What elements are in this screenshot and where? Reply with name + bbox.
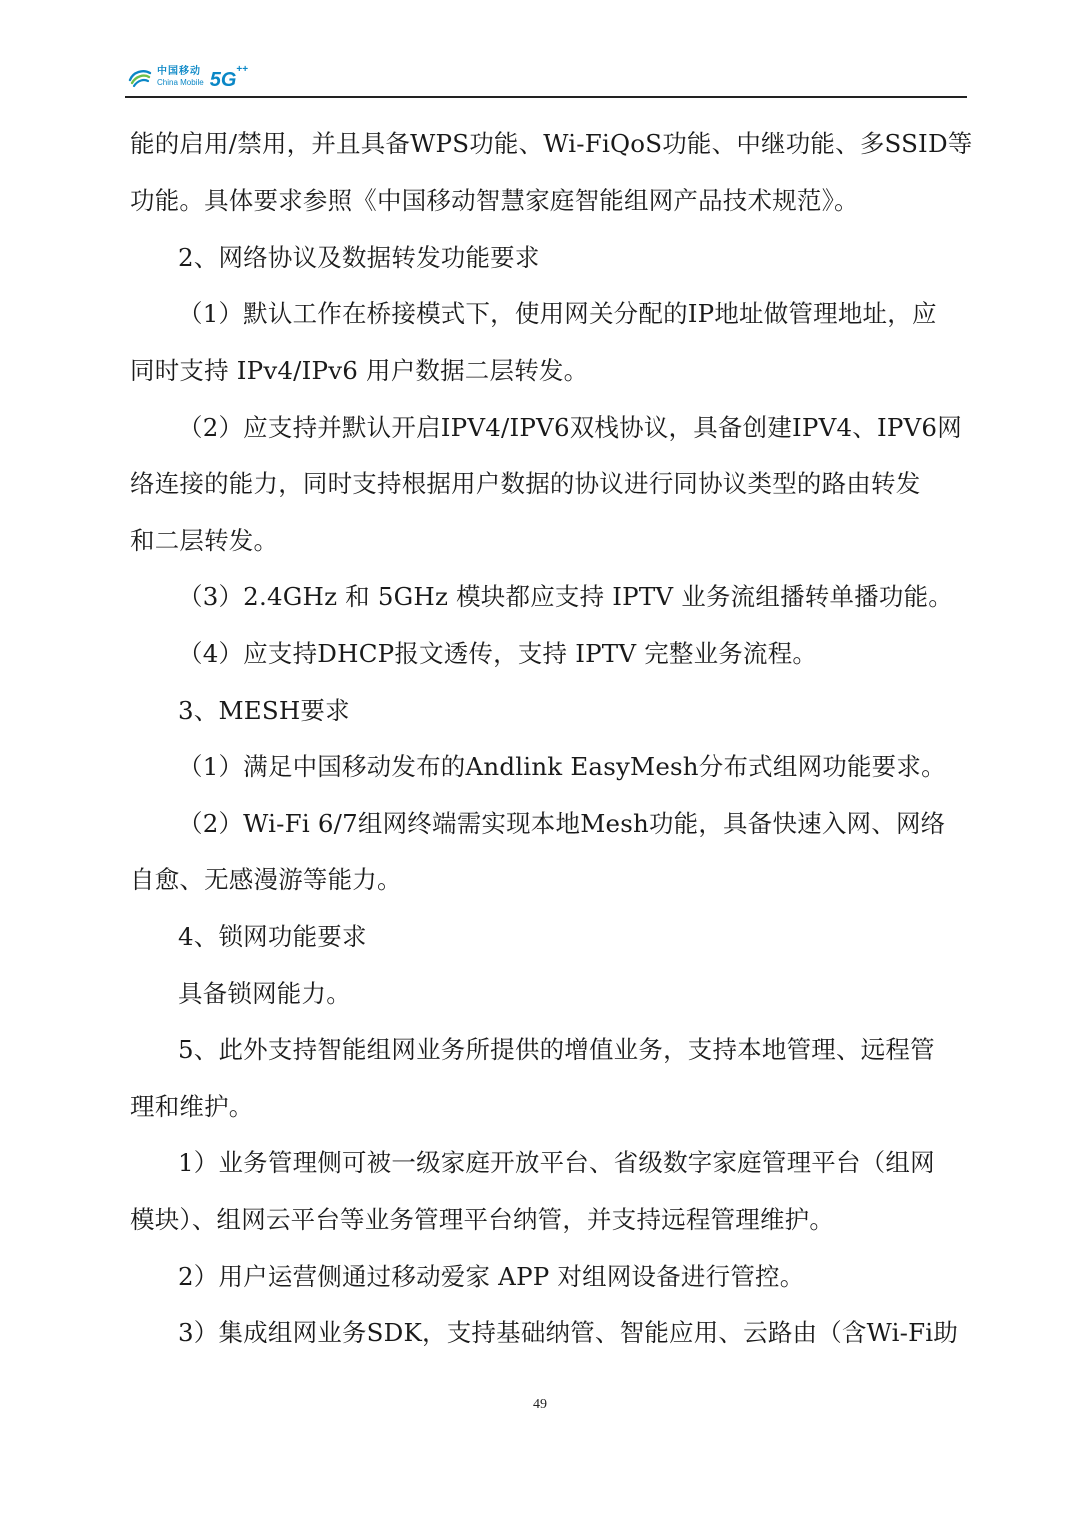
body-line: 3）集成组网业务SDK，支持基础纳管、智能应用、云路由（含Wi-Fi助 — [178, 1318, 959, 1347]
body-line: 能的启用/禁用，并且具备WPS功能、Wi-FiQoS功能、中继功能、多SSID等 — [130, 129, 973, 158]
logo-chinese-name: 中国移动 — [157, 66, 201, 77]
china-mobile-logo-icon — [127, 64, 153, 90]
body-line: 和二层转发。 — [130, 526, 279, 555]
body-line: （4）应支持DHCP报文透传，支持 IPTV 完整业务流程。 — [178, 639, 818, 668]
logo-text — [157, 67, 204, 87]
body-line: （3）2.4GHz 和 5GHz 模块都应支持 IPTV 业务流组播转单播功能。 — [178, 582, 953, 611]
logo-english-name: China Mobile — [157, 78, 204, 87]
body-line: 功能。具体要求参照《中国移动智慧家庭智能组网产品技术规范》。 — [130, 186, 859, 215]
body-line: 具备锁网能力。 — [178, 979, 351, 1008]
section-heading: 4、锁网功能要求 — [178, 922, 367, 951]
body-line: 理和维护。 — [130, 1092, 254, 1121]
body-line: （1）默认工作在桥接模式下，使用网关分配的IP地址做管理地址，应 — [178, 299, 937, 328]
body-line: 2）用户运营侧通过移动爱家 APP 对组网设备进行管控。 — [178, 1262, 805, 1291]
logo-5g-mark: 5G — [209, 68, 237, 91]
body-line: 自愈、无感漫游等能力。 — [130, 865, 402, 894]
china-mobile-logo — [127, 62, 248, 92]
logo-plus-mark: ++ — [236, 63, 249, 75]
body-line: （2）应支持并默认开启IPV4/IPV6双栈协议，具备创建IPV4、IPV6网 — [178, 413, 962, 442]
section-heading: 3、MESH要求 — [178, 696, 350, 725]
body-line: 1）业务管理侧可被一级家庭开放平台、省级数字家庭管理平台（组网 — [178, 1148, 935, 1177]
body-line: 同时支持 IPv4/IPv6 用户数据二层转发。 — [130, 356, 589, 385]
page-header — [125, 58, 967, 98]
body-line: （2）Wi-Fi 6/7组网终端需实现本地Mesh功能，具备快速入网、网络 — [178, 809, 946, 838]
body-line: 络连接的能力，同时支持根据用户数据的协议进行同协议类型的路由转发 — [130, 469, 921, 498]
section-heading: 5、此外支持智能组网业务所提供的增值业务，支持本地管理、远程管 — [178, 1035, 935, 1064]
body-line: 模块）、组网云平台等业务管理平台纳管，并支持远程管理维护。 — [130, 1205, 835, 1234]
body-line: （1）满足中国移动发布的Andlink EasyMesh分布式组网功能要求。 — [178, 752, 946, 781]
section-heading: 2、网络协议及数据转发功能要求 — [178, 243, 540, 272]
page-number: 49 — [533, 1397, 547, 1412]
